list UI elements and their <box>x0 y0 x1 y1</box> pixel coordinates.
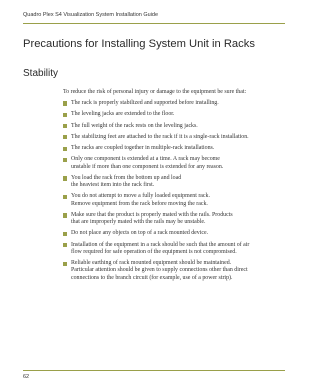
list-item-line: The rack is properly stabilized and supported before installing. <box>71 100 219 106</box>
section-title: Stability <box>23 68 59 79</box>
bullet-marker-icon <box>63 135 67 139</box>
list-item-line: the heaviest item into the rack first. <box>71 182 155 189</box>
list-item <box>63 175 291 189</box>
list-item-line: unstable if more than one component is extended for any reason. <box>71 163 224 170</box>
list-item <box>63 242 291 256</box>
list-item <box>63 123 291 130</box>
bullet-marker-icon <box>63 243 67 247</box>
bullet-marker-icon <box>63 213 67 217</box>
bullet-marker-icon <box>63 158 67 162</box>
list-item <box>63 212 291 226</box>
bullet-marker-icon <box>63 147 67 151</box>
footer-rule <box>23 370 285 371</box>
list-item <box>63 100 291 107</box>
list-item <box>63 260 291 282</box>
list-item <box>63 230 291 237</box>
running-header: Quadro Plex S4 Visualization System Installation Guide <box>23 12 159 18</box>
bullet-marker-icon <box>63 176 67 180</box>
list-item <box>63 156 291 170</box>
list-item-line: The stabilizing feet are attached to the rack if it is a single-rack installation. <box>71 133 249 140</box>
list-item-line: Only one component is extended at a time. A rack may become <box>71 156 220 163</box>
list-item-line: flow required for safe operation of the equipment is not compromised. <box>71 248 237 255</box>
list-item-line: Installation of the equipment in a rack should be such that the amount of air <box>71 241 250 248</box>
list-item-line: connections to the branch circuit (for example, use of a power strip). <box>71 274 233 281</box>
bullet-marker-icon <box>63 232 67 236</box>
page-title: Precautions for Installing System Unit in Racks <box>23 38 255 50</box>
bullet-marker-icon <box>63 113 67 117</box>
precautions-list <box>63 100 291 286</box>
list-item-line: The racks are coupled together in multiple-rack installations. <box>71 145 215 152</box>
list-item-line: Reliable earthing of rack mounted equipment should be maintained. <box>71 260 232 267</box>
list-item-line: The full weight of the rack rests on the leveling jacks. <box>71 122 198 129</box>
page-number: 62 <box>23 374 30 380</box>
bullet-marker-icon <box>63 101 67 105</box>
list-item-line: Remove equipment from the rack before moving the rack. <box>71 200 208 207</box>
bullet-marker-icon <box>63 195 67 199</box>
list-item-line: You do not attempt to move a fully loaded equipment rack. <box>71 193 210 200</box>
list-item-line: Particular attention should be given to supply connections other than direct <box>71 267 248 274</box>
list-item-line: that are improperly mated with the rails may be unstable. <box>71 219 206 226</box>
bullet-marker-icon <box>63 262 67 266</box>
list-item-line: Make sure that the product is properly mated with the rails. Products <box>71 211 233 218</box>
bullet-marker-icon <box>63 124 67 128</box>
list-item-line: Do not place any objects on top of a rack mounted device. <box>71 230 209 237</box>
list-item-line: You load the rack from the bottom up and load <box>71 174 182 181</box>
header-rule <box>23 23 285 24</box>
list-item-line: The leveling jacks are extended to the floor. <box>71 111 175 118</box>
intro-text: To reduce the risk of personal injury or damage to the equipment be sure that: <box>63 89 247 95</box>
list-item <box>63 134 291 141</box>
list-item <box>63 145 291 152</box>
list-item <box>63 111 291 118</box>
list-item <box>63 193 291 207</box>
